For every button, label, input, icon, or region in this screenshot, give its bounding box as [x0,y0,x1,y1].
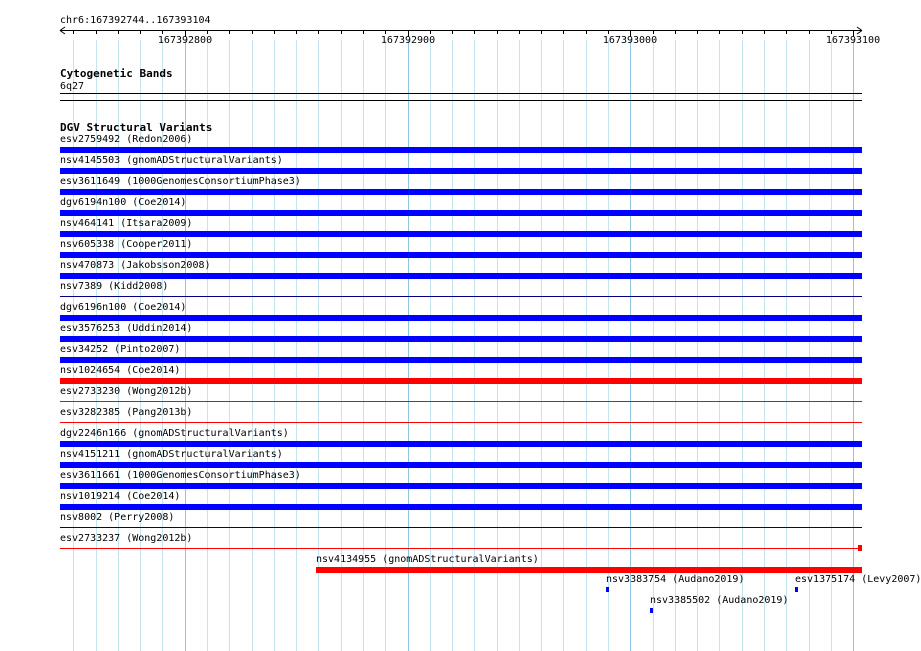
feature-bar[interactable] [60,296,862,297]
feature-bar[interactable] [60,504,862,510]
feature-label[interactable]: esv3611661 (1000GenomesConsortiumPhase3) [60,470,301,481]
cytoband-track-title: Cytogenetic Bands [60,67,173,80]
feature-bar[interactable] [60,401,862,402]
feature-label[interactable]: esv34252 (Pinto2007) [60,344,181,355]
feature-label[interactable]: nsv1024654 (Coe2014) [60,365,181,376]
feature-label[interactable]: nsv4151211 (gnomADStructuralVariants) [60,449,283,460]
feature-bar[interactable] [60,441,862,447]
feature-label[interactable]: nsv3383754 (Audano2019) [606,574,745,585]
feature-label[interactable]: nsv8002 (Perry2008) [60,512,175,523]
feature-label[interactable]: dgv6194n100 (Coe2014) [60,197,187,208]
feature-label[interactable]: nsv605338 (Cooper2011) [60,239,193,250]
feature-label[interactable]: nsv464141 (Itsara2009) [60,218,193,229]
feature-bar[interactable] [60,527,862,528]
feature-bar[interactable] [60,231,862,237]
feature-label[interactable]: dgv2246n166 (gnomADStructuralVariants) [60,428,289,439]
location-readout: chr6:167392744..167393104 [60,15,211,26]
feature-label[interactable]: esv1375174 (Levy2007) [795,574,921,585]
feature-bar[interactable] [795,587,798,592]
feature-label[interactable]: dgv6196n100 (Coe2014) [60,302,187,313]
feature-bar[interactable] [60,483,862,489]
ruler-tick-label: 167392800 [157,35,213,46]
feature-bar[interactable] [60,210,862,216]
feature-bar[interactable] [60,189,862,195]
feature-end-block[interactable] [858,545,862,551]
feature-bar[interactable] [60,378,862,384]
feature-label[interactable]: nsv1019214 (Coe2014) [60,491,181,502]
feature-bar[interactable] [650,608,653,613]
feature-bar[interactable] [60,147,862,153]
feature-label[interactable]: nsv7389 (Kidd2008) [60,281,169,292]
feature-label[interactable]: nsv3385502 (Audano2019) [650,595,789,606]
cytoband-bar[interactable] [60,93,862,94]
feature-label[interactable]: nsv4134955 (gnomADStructuralVariants) [316,554,539,565]
feature-bar[interactable] [60,273,862,279]
cytoband-label: 6q27 [60,81,85,92]
feature-bar[interactable] [60,462,862,468]
feature-bar[interactable] [606,587,609,592]
ruler-tick-label: 167392900 [380,35,436,46]
feature-bar[interactable] [316,567,862,573]
feature-bar[interactable] [60,422,862,423]
feature-label[interactable]: esv2733230 (Wong2012b) [60,386,193,397]
feature-bar[interactable] [60,168,862,174]
feature-label[interactable]: esv2759492 (Redon2006) [60,134,193,145]
feature-label[interactable]: esv3611649 (1000GenomesConsortiumPhase3) [60,176,301,187]
ruler-tick-label: 167393100 [825,35,881,46]
feature-label[interactable]: esv3576253 (Uddin2014) [60,323,193,334]
scale-ruler[interactable] [0,24,890,38]
ruler-tick-label: 167393000 [602,35,658,46]
track-separator [60,100,862,101]
feature-label[interactable]: esv3282385 (Pang2013b) [60,407,193,418]
feature-bar[interactable] [60,357,862,363]
feature-bar[interactable] [60,315,862,321]
dgv-track-title: DGV Structural Variants [60,121,213,134]
feature-bar[interactable] [60,548,862,549]
feature-label[interactable]: nsv470873 (Jakobsson2008) [60,260,211,271]
feature-bar[interactable] [60,252,862,258]
feature-label[interactable]: nsv4145503 (gnomADStructuralVariants) [60,155,283,166]
feature-bar[interactable] [60,336,862,342]
feature-label[interactable]: esv2733237 (Wong2012b) [60,533,193,544]
